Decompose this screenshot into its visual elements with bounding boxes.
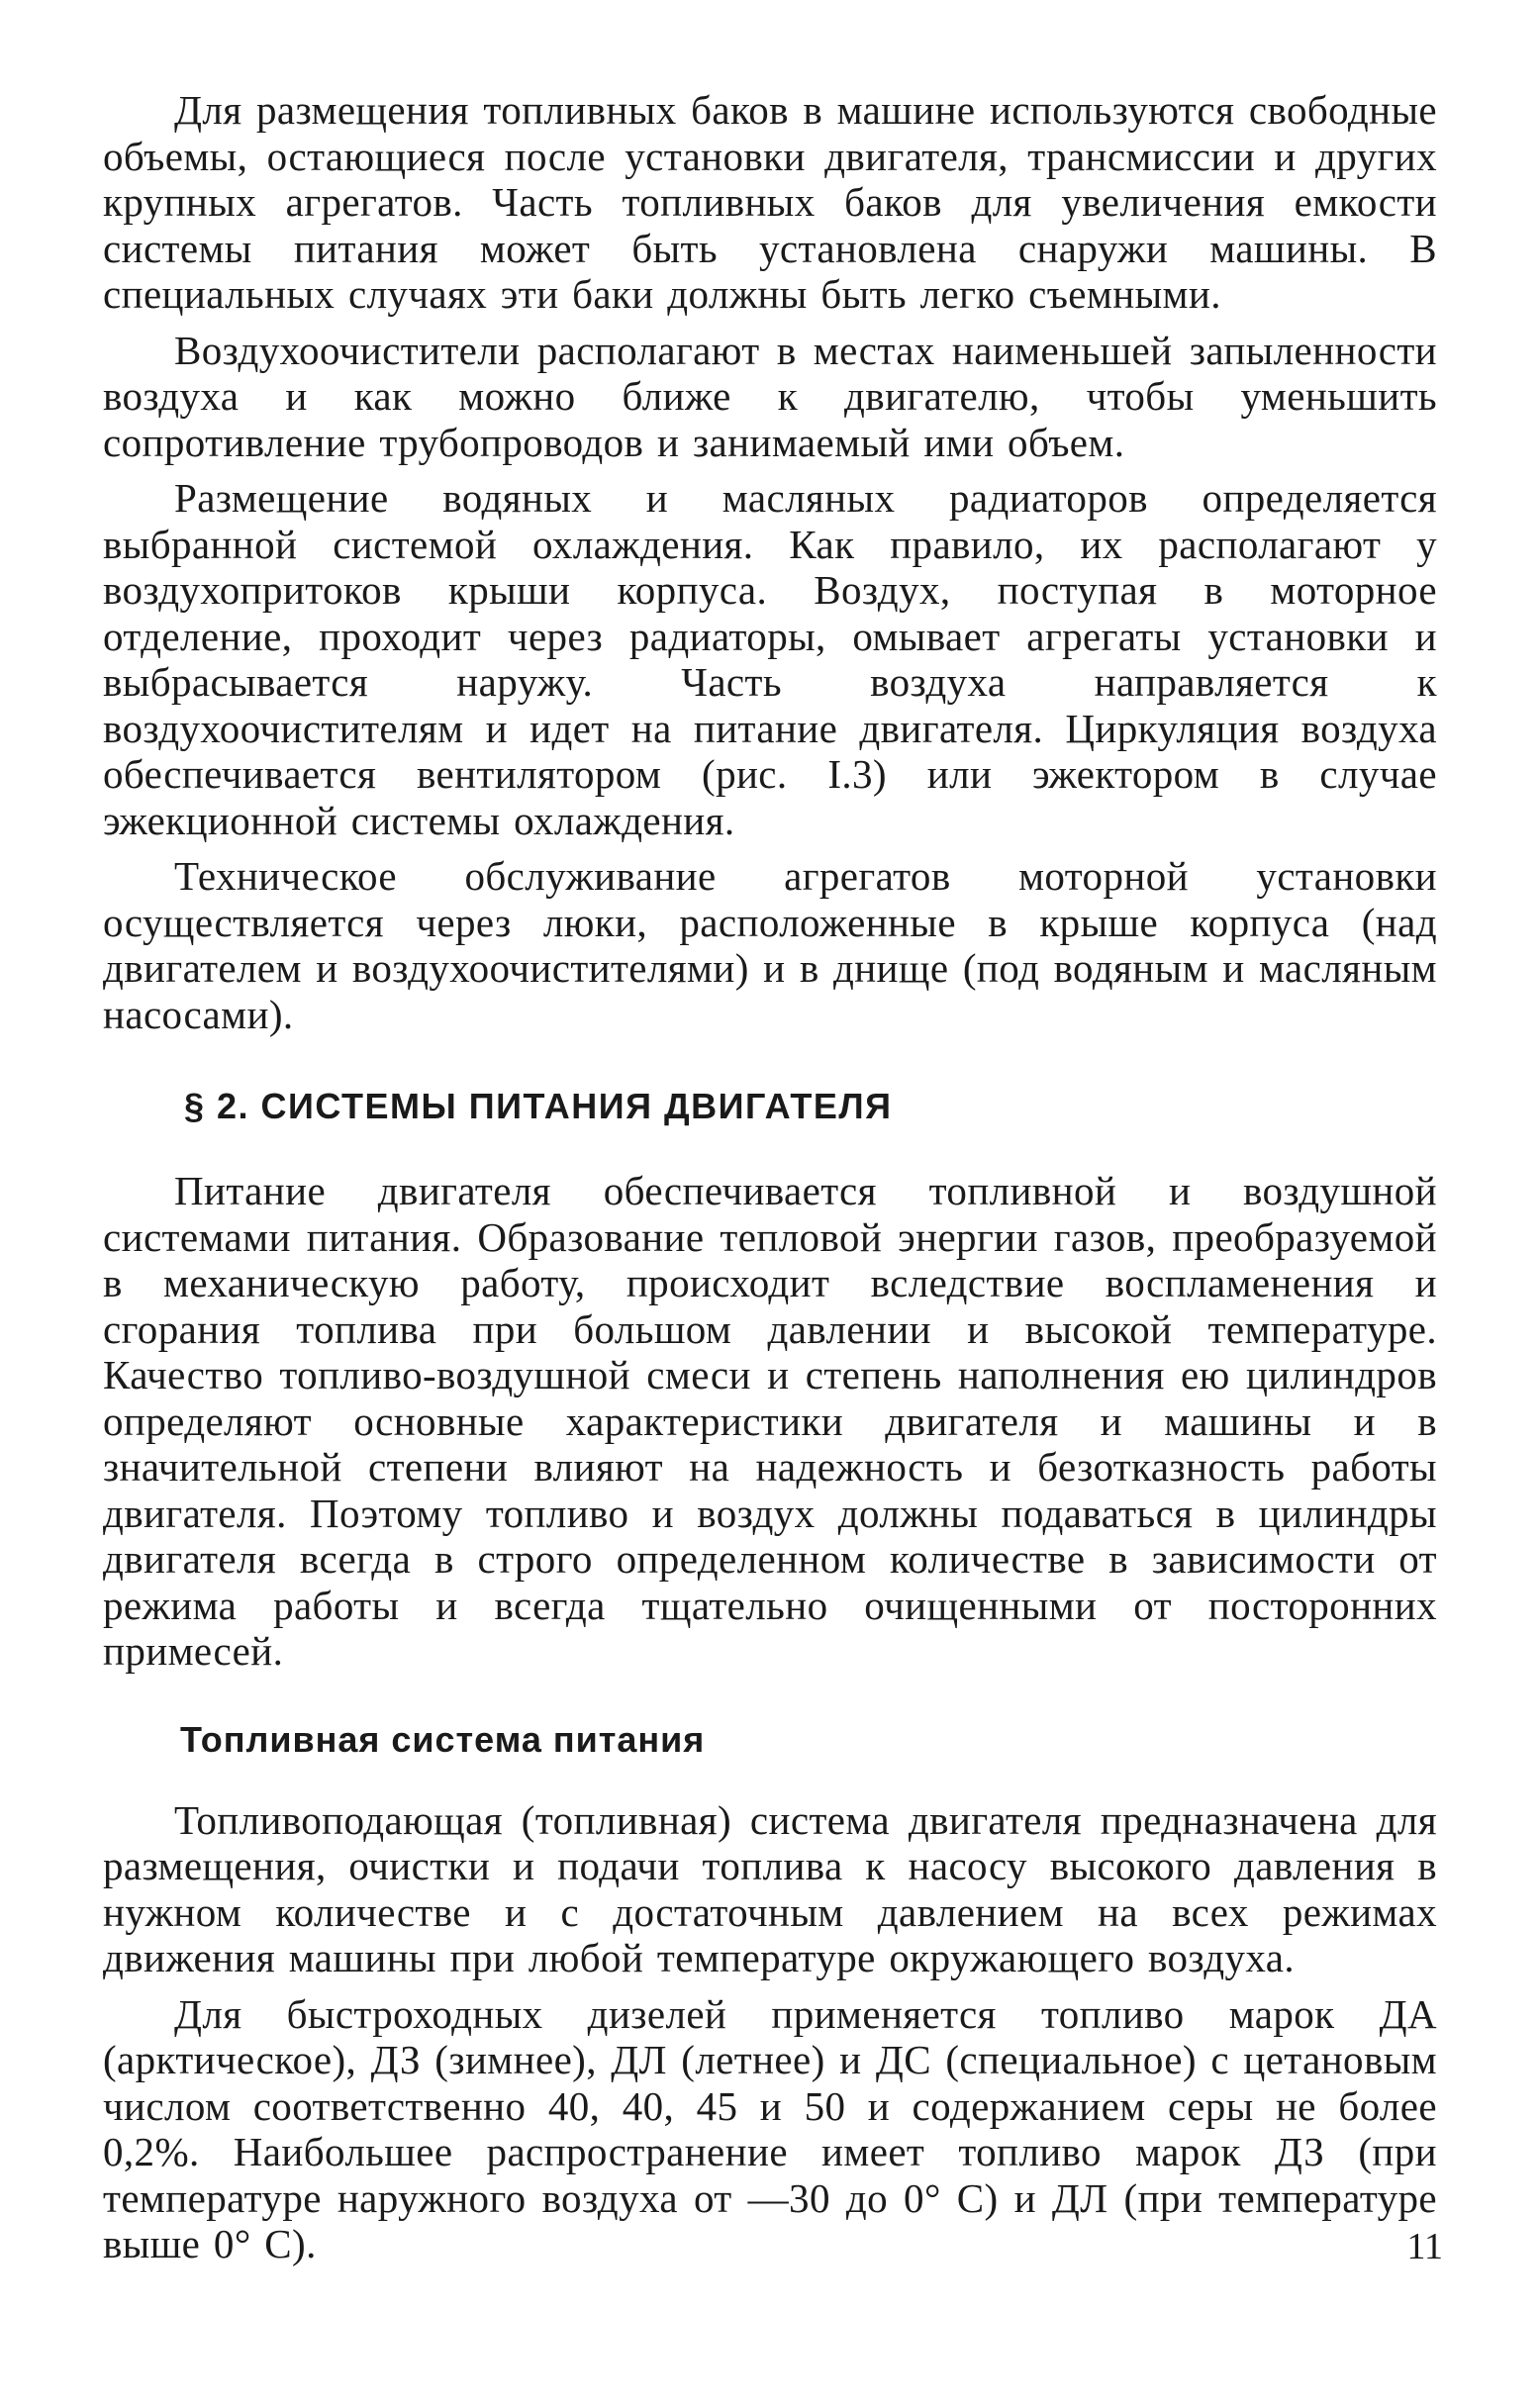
paragraph-fuel-tanks: Для размещения топливных баков в машине используются свободные объемы, остающиеся после установки двигателя, трансмиссии и других крупных агрегатов. Часть топливных баков для увеличения емкости системы питания может быть установлена снаружи машины. В специальных случаях эти баки должны быть легко съемными.: [103, 87, 1437, 317]
paragraph-fuel-system: Топливоподающая (топливная) система двигателя предназначена для размещения, очистки и подачи топлива к насосу высокого давления в нужном количестве и с достаточным давлением на всех режимах движения машины при любой температуре окружающего воздуха.: [103, 1796, 1437, 1980]
paragraph-engine-supply: Питание двигателя обеспечивается топливной и воздушной системами питания. Образование тепловой энергии газов, преобразуемой в механическую работу, происходит вследствие воспламенения и сгорания топлива при большом давлении и высокой температуре. Качество топливо-воздушной смеси и степень наполнения ею цилиндров определяют основные характеристики двигателя и машины и в значительной степени влияют на надежность и безотказность работы двигателя. Поэтому топливо и воздух должны подаваться в цилиндры двигателя всегда в строго определенном количестве в зависимости от режима работы и всегда тщательно очищенными от посторонних примесей.: [103, 1168, 1437, 1674]
paragraph-fuel-grades: Для быстроходных дизелей применяется топливо марок ДА (арктическое), ДЗ (зимнее), ДЛ (летнее) и ДС (специальное) с цетановым числом соответственно 40, 40, 45 и 50 и содержанием серы не более 0,2%. Наибольшее распространение имеет топливо марок ДЗ (при температуре наружного воздуха от —30 до 0° С) и ДЛ (при температуре выше 0° С).: [103, 1990, 1437, 2266]
paragraph-air-cleaners: Воздухоочистители располагают в местах наименьшей запыленности воздуха и как можно ближе к двигателю, чтобы уменьшить сопротивление трубопроводов и занимаемый ими объем.: [103, 327, 1437, 465]
sub-heading: Топливная система питания: [180, 1718, 706, 1760]
paragraph-radiators: Размещение водяных и масляных радиаторов определяется выбранной системой охлаждения. Как правило, их располагают у воздухопритоков крыши корпуса. Воздух, поступая в моторное отделение, проходит через радиаторы, омывает агрегаты установки и выбрасывается наружу. Часть воздуха направляется к воздухоочистителям и идет на питание двигателя. Циркуляция воздуха обеспечивается вентилятором (рис. I.3) или эжектором в случае эжекционной системы охлаждения.: [103, 475, 1437, 843]
paragraph-maintenance: Техническое обслуживание агрегатов моторной установки осуществляется через люки, расположенные в крыше корпуса (над двигателем и воздухоочистителями) и в днище (под водяным и масляным насосами).: [103, 853, 1437, 1037]
section-heading: § 2. СИСТЕМЫ ПИТАНИЯ ДВИГАТЕЛЯ: [184, 1086, 893, 1126]
book-page: [103, 87, 1437, 2267]
page-number: 11: [1406, 2226, 1443, 2267]
